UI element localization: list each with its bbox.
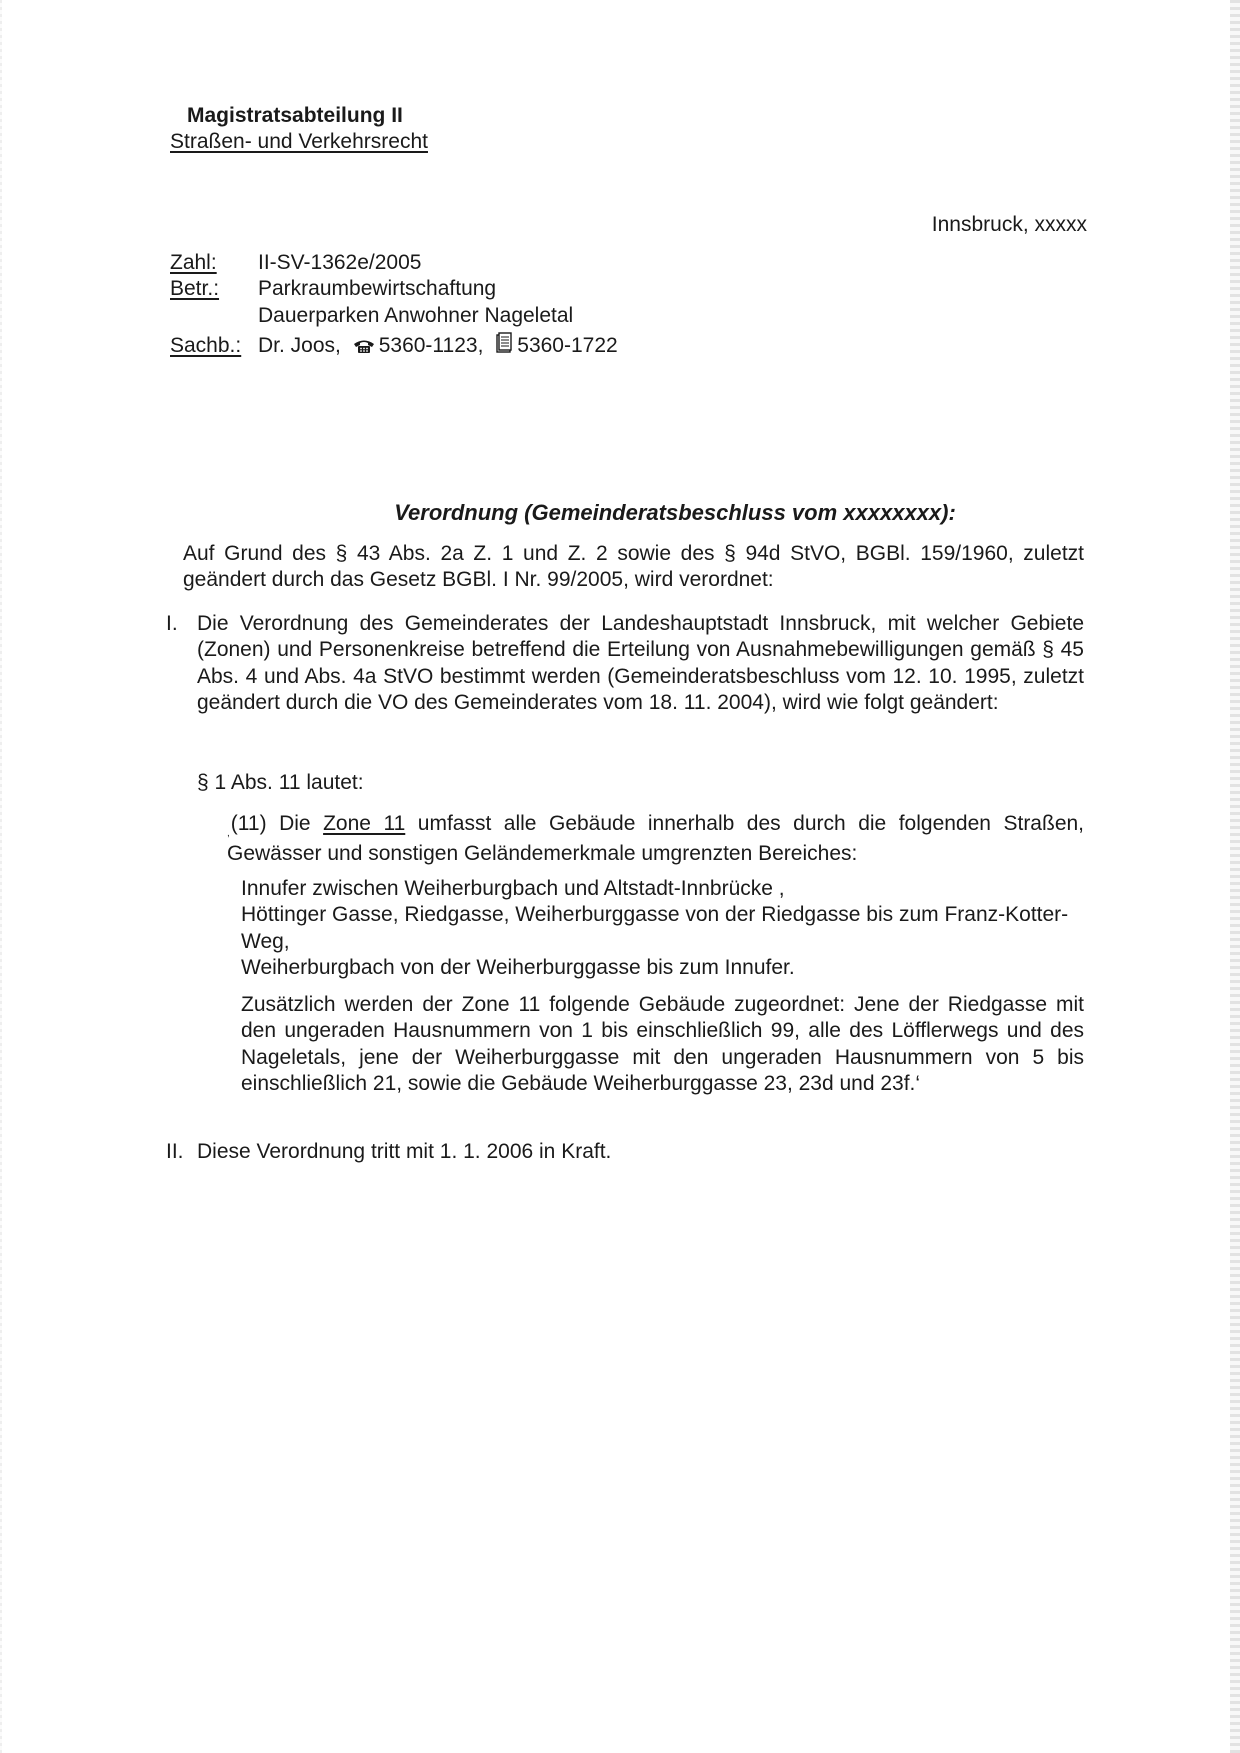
zone-11-paragraph	[227, 811, 1084, 867]
boundary-item: Weiherburgbach von der Weiherburggasse bis zum Innufer.	[241, 956, 795, 980]
sachb-label: Sachb.:	[170, 334, 242, 358]
ordinance-item-2	[166, 1139, 1084, 1165]
betr-label: Betr.:	[170, 277, 220, 301]
ordinance-item-1	[166, 611, 1084, 717]
fax-icon	[495, 332, 513, 361]
sachb-name: Dr. Joos,	[258, 334, 341, 358]
ordinance-title: Verordnung (Gemeinderatsbeschluss vom xxxxxxxx):	[394, 500, 956, 525]
opening-quote-mark: ,	[227, 828, 230, 839]
ordinance-preamble: Auf Grund des § 43 Abs. 2a Z. 1 und Z. 2 sowie des § 94d StVO, BGBl. 159/1960, zuletzt geändert durch das Gesetz BGBl. I Nr. 99/2005, wird verordnet:	[183, 542, 1084, 592]
zahl-row	[170, 250, 870, 276]
additional-buildings: Zusätzlich werden der Zone 11 folgende Gebäude zugeordnet: Jene der Riedgasse mit den ungeraden Hausnummern von 1 bis einschließlich 99, alle des Löfflerwegs und des Nageletals, jene der Weiherburggasse mit den ungeraden Hausnummern von 5 bis einschließlich 21, sowie die Gebäude Weiherburggasse 23, 23d und 23f.‘	[241, 993, 1084, 1096]
fax-number: 5360-1722	[517, 334, 618, 358]
boundary-list	[241, 876, 1084, 982]
sachb-row	[170, 332, 870, 361]
paragraph-reference: § 1 Abs. 11 lautet:	[197, 771, 364, 794]
place-date: Innsbruck, xxxxx	[931, 213, 1087, 236]
scan-edge-left	[0, 0, 2, 1753]
scan-edge-right	[1230, 0, 1240, 1753]
zone-prefix: (11) Die	[230, 812, 324, 835]
zahl-label: Zahl:	[170, 251, 217, 274]
boundary-item: Innufer zwischen Weiherburgbach und Altstadt-Innbrücke ,	[241, 877, 785, 900]
zone-description: umfasst alle Gebäude innerhalb des durch die folgenden Straßen, Gewässer und sonstigen Geländemerkmale umgrenzten Bereiches:	[227, 812, 1085, 865]
betr-line-1: Parkraumbewirtschaftung	[258, 277, 497, 301]
item-1-text: Die Verordnung des Gemeinderates der Landeshauptstadt Innsbruck, mit welcher Gebiete (Zonen) und Personenkreise betreffend die Erteilung von Ausnahmebewilligungen gemäß § 45 Abs. 4 und Abs. 4a StVO bestimmt werden (Gemeinderatsbeschluss vom 12. 10. 1995, zuletzt geändert durch die VO des Gemeinderates vom 18. 11. 2004), wird wie folgt geändert:	[197, 612, 1084, 715]
phone-number: 5360-1123,	[378, 334, 484, 358]
betr-line-2: Dauerparken Anwohner Nageletal	[258, 303, 574, 327]
department-division: Straßen- und Verkehrsrecht	[170, 130, 428, 153]
zahl-value: II-SV-1362e/2005	[258, 251, 422, 274]
item-1-number: I.	[166, 612, 178, 635]
item-2-number: II.	[166, 1140, 184, 1163]
item-2-text: Diese Verordnung tritt mit 1. 1. 2006 in Kraft.	[197, 1140, 612, 1163]
sachb-value	[258, 332, 870, 361]
department-name: Magistratsabteilung II	[187, 104, 403, 127]
betr-value	[258, 276, 870, 329]
telephone-icon	[353, 335, 375, 361]
reference-block	[170, 250, 870, 362]
zone-name: Zone 11	[323, 812, 406, 835]
boundary-item: Höttinger Gasse, Riedgasse, Weiherburggasse von der Riedgasse bis zum Franz-Kotter-Weg,	[241, 903, 1069, 953]
betr-row	[170, 276, 870, 329]
